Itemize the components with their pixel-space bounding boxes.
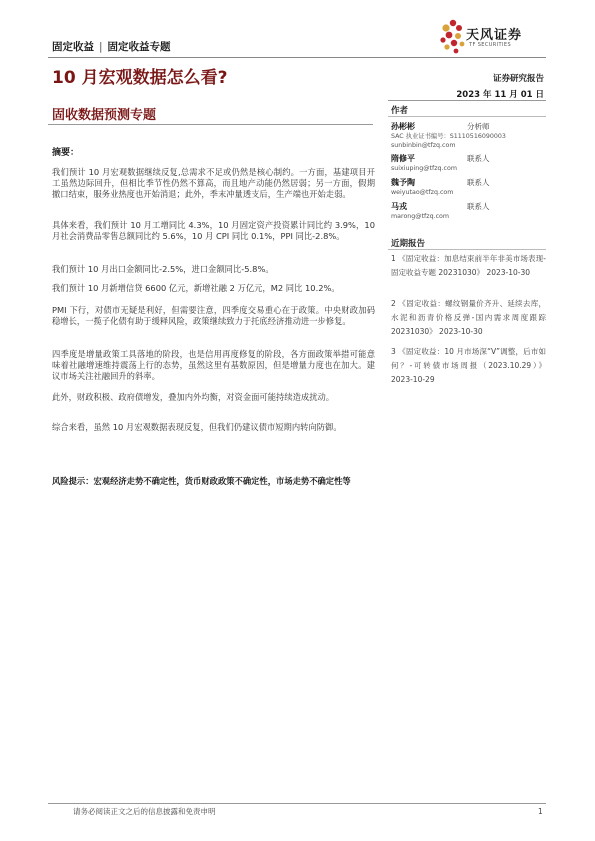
author-role: 联系人 [467,178,490,187]
abstract-paragraph: 我们预计 10 月宏观数据继续反复,总需求不足或仍然是核心制约。一方面，基建项目开工虽然边际回升，但相比季节性仍然不算高，而且地产动能仍然居弱；另一方面，假期撤口结束，服务业热度也开始消退；此外，季末冲量透支后，生产端也开始走弱。 [52,167,375,199]
abstract-paragraph: 四季度是增量政策工具落地的阶段，也是信用再度修复的阶段，各方面政策举措可能意味着社融增速维持震荡上行的态势，虽然这里有基数原因，但是增量力度也在加大。建议市场关注社融回升的斜率。 [52,349,375,381]
author-email[interactable]: suixiuping@tfzq.com [391,165,457,172]
page-number: 1 [538,807,543,816]
author-role: 联系人 [467,202,490,211]
abstract-paragraph: 我们预计 10 月出口金额同比-2.5%，进口金额同比-5.8%。 [52,264,274,274]
report-title: 10 月宏观数据怎么看? [52,68,228,88]
author-entry [391,202,546,221]
author-name: 孙彬彬 [391,122,415,131]
related-report-item[interactable]: 3 《固定收益：10 月市场深“V”调整，后市如何？-可转债市场周报（2023.10.29）》 2023-10-29 [391,347,546,384]
logo-flower-icon [440,20,464,54]
report-date: 2023 年 11 月 01 日 [456,90,544,100]
related-reports-heading: 近期报告 [391,239,426,249]
authors-heading: 作者 [391,106,409,116]
author-entry [391,178,546,197]
author-role: 分析师 [467,122,490,131]
category-label: 固定收益 [52,41,94,53]
author-entry [391,122,546,150]
abstract-paragraph: 此外，财政积极、政府债增发，叠加内外均衡，对资金面可能持续造成扰动。 [52,392,335,402]
header-divider [48,57,546,58]
report-category [52,39,171,54]
author-certificate: SAC 执业证书编号：S1110516090003 [391,133,506,140]
abstract-paragraph: PMI 下行，对债市无疑是利好，但需要注意，四季度交易重心在于政策。中央财政加码稳增长，一揽子化债有助于缓释风险，政策继续致力于托底经济推动进一步修复。 [52,305,375,326]
author-role: 联系人 [467,154,490,163]
abstract-paragraph: 综合来看，虽然 10 月宏观数据表现反复，但我们仍建议债市短期内转向防御。 [52,422,342,432]
author-email[interactable]: marong@tfzq.com [391,213,450,220]
footer-disclaimer: 请务必阅读正文之后的信息披露和免责申明 [73,807,216,816]
author-entry [391,154,546,173]
report-type: 证券研究报告 [492,74,544,84]
logo-name: 天风证券 [466,28,523,43]
author-name: 马戎 [391,202,407,211]
logo-subtitle: TF SECURITIES [469,42,512,48]
related-report-item[interactable]: 1 《固定收益：加息结束前半年非美市场表现-固定收益专题 20231030》 2023-10-30 [391,254,546,277]
author-name: 魏予陶 [391,178,415,187]
abstract-paragraph: 具体来看，我们预计 10 月工增同比 4.3%，10 月固定资产投资累计同比约 3.9%，10 月社会消费品零售总额同比约 5.6%，10 月 CPI 同比 0.1%，PPI 同比-2.8%。 [52,220,375,241]
related-report-item[interactable]: 2 《固定收益：螺纹钢量价齐升、延续去库，水泥和沥青价格反弹-国内需求周度跟踪 20231030》 2023-10-30 [391,299,546,336]
authors-divider [388,116,546,117]
sidebar-divider-top [388,100,546,101]
abstract-heading: 摘要： [52,148,80,158]
risk-warning: 风险提示：宏观经济走势不确定性，货币财政政策不确定性，市场走势不确定性等 [52,476,351,486]
category-separator: | [99,41,103,53]
author-name: 隋修平 [391,154,415,163]
related-reports-divider [388,249,546,250]
subtitle-divider [48,124,373,125]
subcategory-label: 固定收益专题 [107,41,171,53]
author-email[interactable]: sunbinbin@tfzq.com [391,142,456,149]
report-subtitle: 固收数据预测专题 [52,108,157,123]
footer-divider [48,803,546,804]
author-email[interactable]: weiyutao@tfzq.com [391,189,454,196]
abstract-paragraph: 我们预计 10 月新增信贷 6600 亿元，新增社融 2 万亿元，M2 同比 10.2%。 [52,283,340,293]
